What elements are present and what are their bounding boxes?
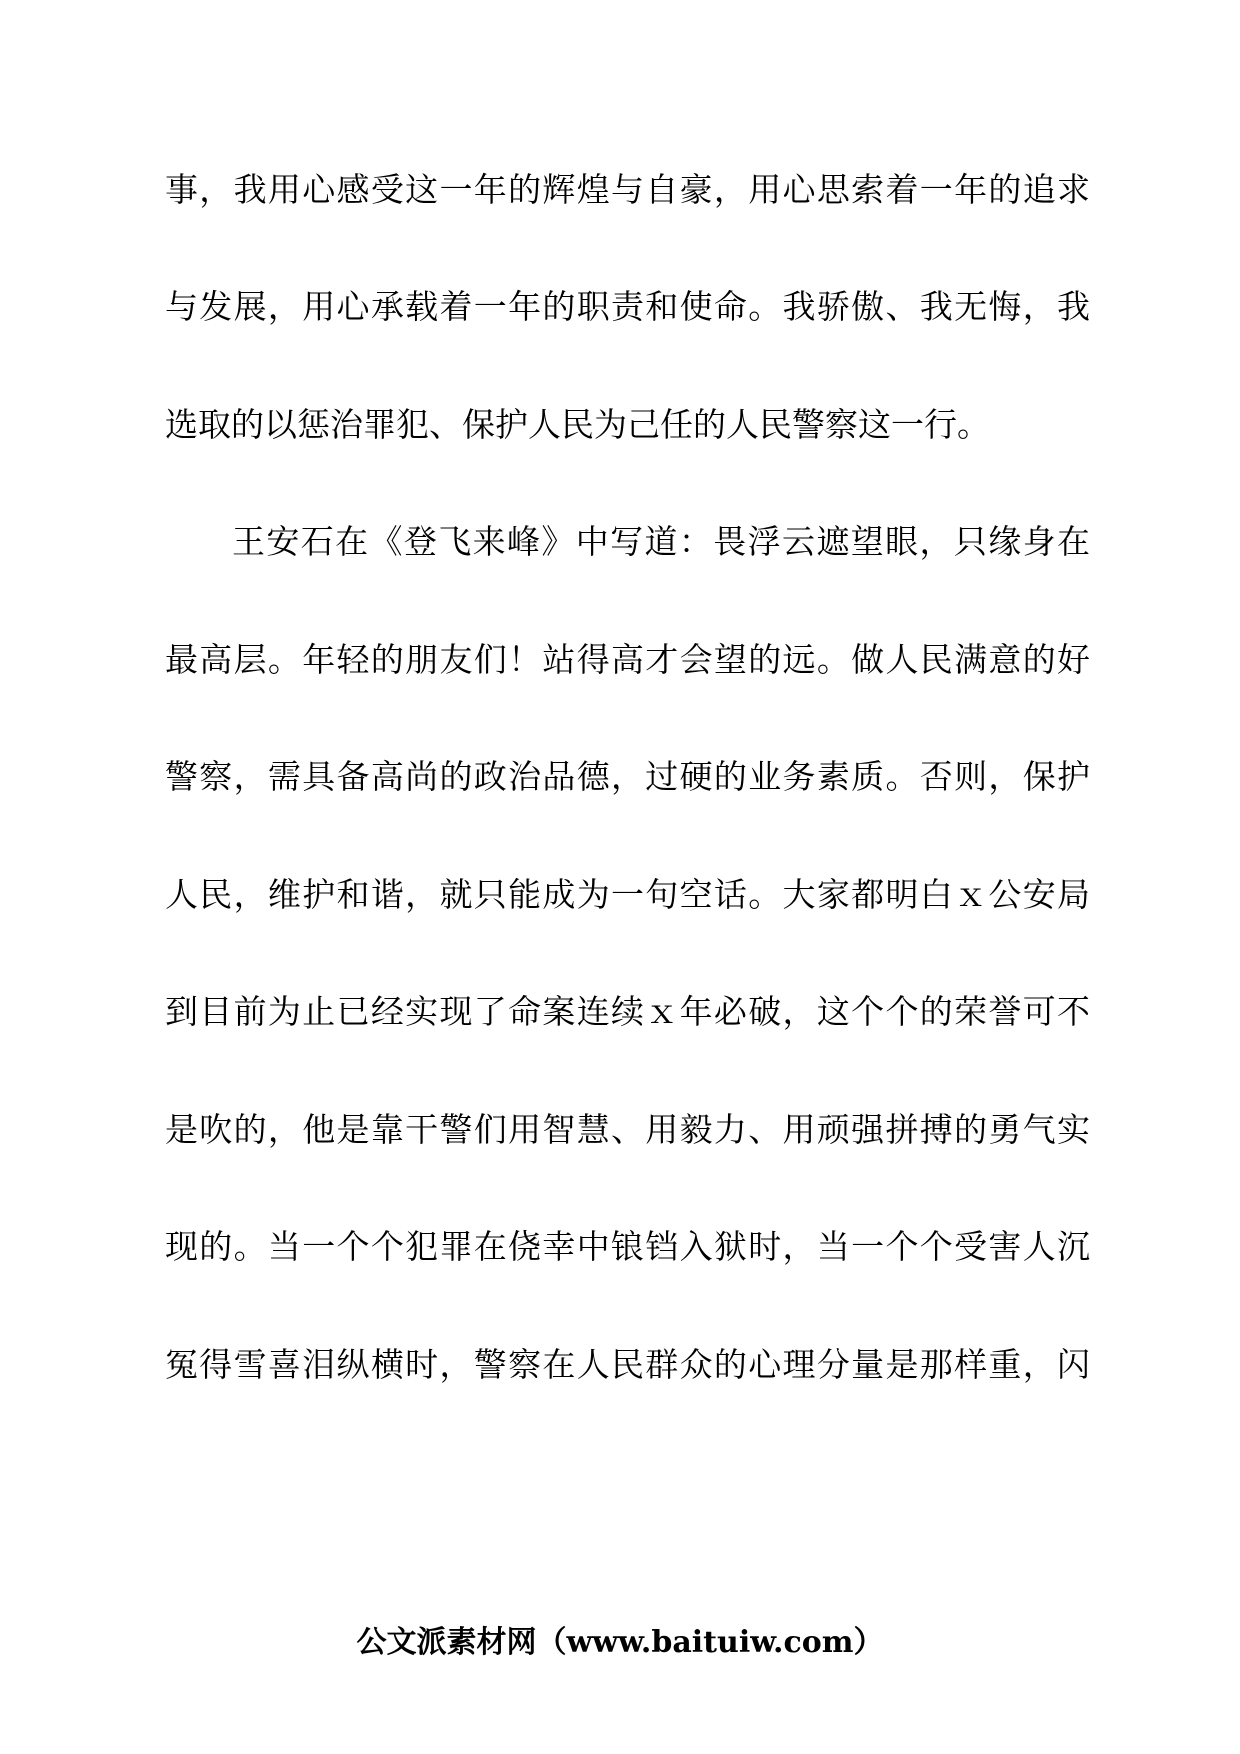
- paragraph-line-11: 冤得雪喜泪纵横时，警察在人民群众的心理分量是那样重，闪: [165, 1345, 1090, 1384]
- paragraph-line-1: 事，我用心感受这一年的辉煌与自豪，用心思索着一年的追求: [165, 170, 1090, 209]
- paragraph-line-7: 人民，维护和谐，就只能成为一句空话。大家都明白ｘ公安局: [165, 875, 1090, 914]
- footer-watermark-text: 公文派素材网（www.baituiw.com）: [356, 1625, 884, 1660]
- paragraph-line-9: 是吹的，他是靠干警们用智慧、用毅力、用顽强拼搏的勇气实: [165, 1110, 1090, 1149]
- paragraph-line-8: 到目前为止已经实现了命案连续ｘ年必破，这个个的荣誉可不: [165, 992, 1090, 1031]
- paragraph-line-6: 警察，需具备高尚的政治品德，过硬的业务素质。否则，保护: [165, 757, 1090, 796]
- paragraph-line-3: 选取的以惩治罪犯、保护人民为己任的人民警察这一行。: [165, 405, 990, 444]
- paragraph-line-2: 与发展，用心承载着一年的职责和使命。我骄傲、我无悔，我: [165, 287, 1090, 326]
- paragraph-line-5: 最高层。年轻的朋友们！站得高才会望的远。做人民满意的好: [165, 640, 1090, 679]
- paragraph-line-10: 现的。当一个个犯罪在侥幸中锒铛入狱时，当一个个受害人沉: [165, 1227, 1090, 1266]
- paragraph-line-4: 王安石在《登飞来峰》中写道：畏浮云遮望眼，只缘身在: [232, 522, 1090, 561]
